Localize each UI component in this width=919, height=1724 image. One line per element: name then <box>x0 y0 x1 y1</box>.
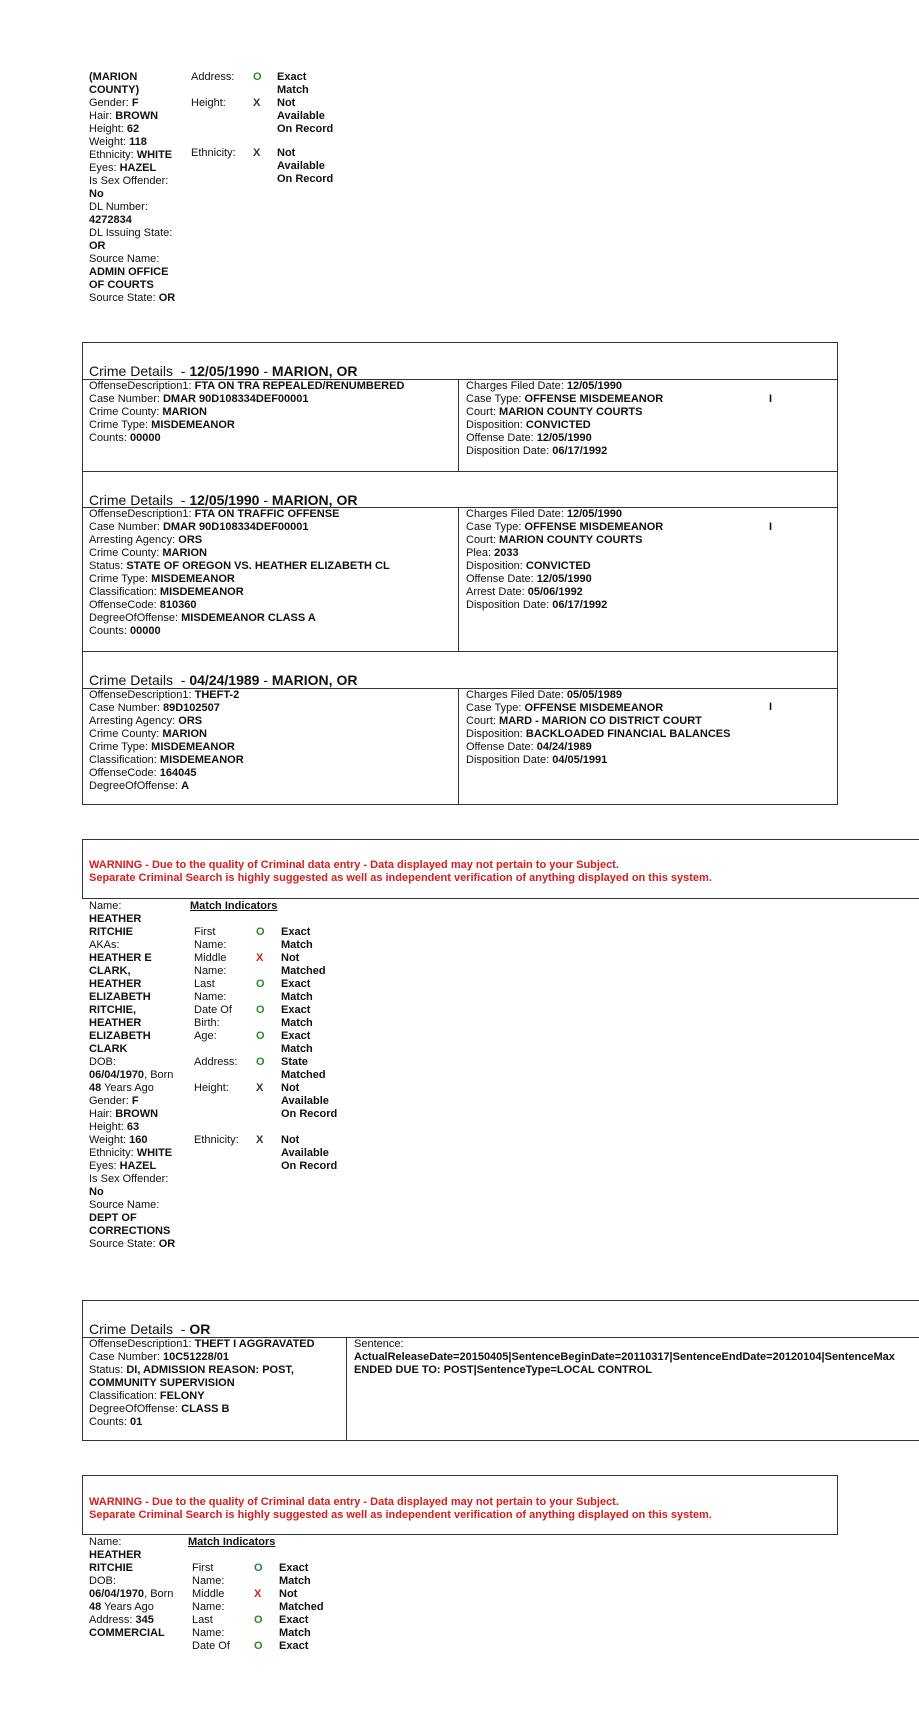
record-marker: I <box>769 393 773 405</box>
dob-row: 06/04/1970, Born 48 Years Ago <box>89 1588 174 1613</box>
sentence-line-2: ENDED DUE TO: POST|SentenceType=LOCAL CONTROL <box>354 1364 652 1376</box>
field-row: DegreeOfOffense: MISDEMEANOR CLASS A <box>89 612 316 624</box>
indicator-label: First Name: <box>192 1562 225 1587</box>
source-name-row: Source Name: DEPT OF CORRECTIONS <box>89 1199 171 1237</box>
field-row: Offense Date: 12/05/1990 <box>466 432 592 444</box>
indicator-value: Exact Match <box>279 1562 311 1587</box>
crime-left-column <box>89 689 244 793</box>
match-o-icon: O <box>254 1562 263 1574</box>
field-row: Disposition Date: 04/05/1991 <box>466 754 608 766</box>
crime-right-column <box>466 689 730 767</box>
dl-number-row: DL Number: 4272834 <box>89 201 148 226</box>
field-row: Plea: 2033 <box>466 547 519 559</box>
indicator-value: Exact Match <box>277 71 309 96</box>
hair-row: Hair: BROWN <box>89 110 159 122</box>
field-row: Case Type: OFFENSE MISDEMEANOR <box>466 702 664 714</box>
subject-akas: HEATHER E CLARK, HEATHER ELIZABETH RITCHIE, HEATHER ELIZABETH CLARK <box>89 952 152 1055</box>
ethnicity-row: Ethnicity: WHITE <box>89 1147 173 1159</box>
crime-right-column <box>466 380 663 458</box>
field-row: Court: MARD - MARION CO DISTRICT COURT <box>466 715 702 727</box>
field-row: Crime Type: MISDEMEANOR <box>89 573 235 585</box>
field-row: Case Number: 89D102507 <box>89 702 220 714</box>
akas-label: AKAs: <box>89 939 120 951</box>
address-row: Address: 345 COMMERCIAL <box>89 1614 165 1639</box>
match-o-icon: O <box>254 1614 263 1626</box>
dl-state-row: DL Issuing State: OR <box>89 227 173 252</box>
indicator-label: First Name: <box>194 926 227 951</box>
sentence-column <box>354 1338 919 1377</box>
crime-title: Crime Details - OR <box>89 1321 211 1337</box>
indicator-value: Not Matched <box>279 1588 324 1613</box>
indicator-label: Middle Name: <box>194 952 227 977</box>
field-row: Classification: FELONY <box>89 1390 205 1402</box>
warning-line-1: WARNING - Due to the quality of Criminal data entry - Data displayed may not pertain to your Subject. <box>89 859 619 871</box>
match-o-icon: O <box>256 926 265 938</box>
gender-row: Gender: F <box>89 97 139 109</box>
match-o-icon: O <box>253 71 262 83</box>
nomatch-x-icon: X <box>256 1082 264 1094</box>
height-row: Height: 62 <box>89 123 140 135</box>
field-row: Charges Filed Date: 12/05/1990 <box>466 508 622 520</box>
weight-row: Weight: 160 <box>89 1134 148 1146</box>
field-row: Classification: MISDEMEANOR <box>89 586 244 598</box>
field-row: Court: MARION COUNTY COURTS <box>466 406 643 418</box>
field-row: Arrest Date: 05/06/1992 <box>466 586 583 598</box>
sentence-label: Sentence: <box>354 1338 404 1350</box>
county-header: (MARION COUNTY) <box>89 71 140 96</box>
field-row: Crime County: MARION <box>89 547 207 559</box>
crime-title: Crime Details - 04/24/1989 - MARION, OR <box>89 672 358 688</box>
match-o-icon: O <box>256 978 265 990</box>
warning-line-1: WARNING - Due to the quality of Criminal data entry - Data displayed may not pertain to your Subject. <box>89 1496 619 1508</box>
field-row: Disposition: CONVICTED <box>466 560 591 572</box>
field-row: Counts: 00000 <box>89 432 161 444</box>
field-row: Case Type: OFFENSE MISDEMEANOR <box>466 393 664 405</box>
indicator-label: Ethnicity: <box>194 1134 239 1146</box>
subject-details <box>89 1536 177 1640</box>
field-row: Crime Type: MISDEMEANOR <box>89 419 235 431</box>
nomatch-x-icon: X <box>256 1134 264 1146</box>
record-marker: I <box>769 701 773 713</box>
sex-offender-row: Is Sex Offender: No <box>89 1173 169 1198</box>
field-row: OffenseDescription1: THEFT I AGGRAVATED <box>89 1338 315 1350</box>
ethnicity-row: Ethnicity: WHITE <box>89 149 173 161</box>
indicator-label: Date Of Birth: <box>194 1004 232 1029</box>
indicator-label: Last Name: <box>192 1614 225 1639</box>
match-o-icon: O <box>254 1640 263 1652</box>
nomatch-x-icon: X <box>253 147 261 159</box>
indicator-value: State Matched <box>281 1056 326 1081</box>
match-o-icon: O <box>256 1030 265 1042</box>
indicator-label: Ethnicity: <box>191 147 236 159</box>
field-row: OffenseCode: 164045 <box>89 767 197 779</box>
field-row: Offense Date: 04/24/1989 <box>466 741 592 753</box>
field-row: Counts: 00000 <box>89 625 161 637</box>
field-row: Counts: 01 <box>89 1416 143 1428</box>
field-row: Case Number: DMAR 90D108334DEF00001 <box>89 521 309 533</box>
match-o-icon: O <box>256 1004 265 1016</box>
match-o-icon: O <box>256 1056 265 1068</box>
indicator-label: Address: <box>194 1056 238 1068</box>
nomatch-x-icon: X <box>253 97 261 109</box>
crime-title: Crime Details - 12/05/1990 - MARION, OR <box>89 363 358 379</box>
field-row: Disposition Date: 06/17/1992 <box>466 599 608 611</box>
hair-row: Hair: BROWN <box>89 1108 159 1120</box>
field-row: Case Number: 10C51228/01 <box>89 1351 230 1363</box>
indicator-value: Exact Match <box>281 926 313 951</box>
field-row: Charges Filed Date: 05/05/1989 <box>466 689 622 701</box>
field-row: Crime Type: MISDEMEANOR <box>89 741 235 753</box>
indicator-label: Last Name: <box>194 978 227 1003</box>
field-row: Arresting Agency: ORS <box>89 534 203 546</box>
field-row: Arresting Agency: ORS <box>89 715 203 727</box>
column-divider <box>458 507 459 651</box>
match-indicators-header: Match Indicators <box>190 900 278 912</box>
crime-title: Crime Details - 12/05/1990 - MARION, OR <box>89 492 358 508</box>
dob-label: DOB: <box>89 1575 116 1587</box>
eyes-row: Eyes: HAZEL <box>89 162 157 174</box>
indicator-label: Date Of <box>192 1640 230 1652</box>
field-row: DegreeOfOffense: CLASS B <box>89 1403 230 1415</box>
warning-line-2: Separate Criminal Search is highly suggested as well as independent verification of anything displayed on this system. <box>89 872 712 884</box>
field-row: DegreeOfOffense: A <box>89 780 190 792</box>
field-row: OffenseDescription1: FTA ON TRA REPEALED/RENUMBERED <box>89 380 405 392</box>
crime-left-column <box>89 380 404 445</box>
source-state-row: Source State: OR <box>89 292 176 304</box>
indicator-value: Exact Match <box>279 1614 311 1639</box>
weight-row: Weight: 118 <box>89 136 147 148</box>
height-row: Height: 63 <box>89 1121 140 1133</box>
column-divider <box>458 688 459 805</box>
field-row: Disposition: CONVICTED <box>466 419 591 431</box>
field-row: OffenseDescription1: THEFT-2 <box>89 689 240 701</box>
field-row: Status: STATE OF OREGON VS. HEATHER ELIZABETH CL <box>89 560 390 572</box>
subject-name: HEATHER RITCHIE <box>89 913 142 938</box>
indicator-value: Exact <box>279 1640 309 1652</box>
sentence-line-1: ActualReleaseDate=20150405|SentenceBeginDate=20110317|SentenceEndDate=20120104|SentenceMax <box>354 1351 895 1363</box>
field-row: Crime County: MARION <box>89 728 207 740</box>
divider <box>82 651 838 652</box>
sex-offender-row: Is Sex Offender: No <box>89 175 169 200</box>
subject-details <box>89 900 179 1251</box>
crime-left-column <box>89 1338 339 1429</box>
field-row: Classification: MISDEMEANOR <box>89 754 244 766</box>
source-name-row: Source Name: ADMIN OFFICE OF COURTS <box>89 253 169 291</box>
field-row: Court: MARION COUNTY COURTS <box>466 534 643 546</box>
indicator-value: Exact Match <box>281 1030 313 1055</box>
field-row: Disposition: BACKLOADED FINANCIAL BALANCES <box>466 728 731 740</box>
indicator-label: Address: <box>191 71 235 83</box>
field-row: Case Number: DMAR 90D108334DEF00001 <box>89 393 309 405</box>
indicator-value: Not Available On Record <box>277 147 334 185</box>
name-label: Name: <box>89 1536 122 1548</box>
field-row: OffenseCode: 810360 <box>89 599 197 611</box>
indicator-label: Height: <box>191 97 226 109</box>
indicator-value: Not Available On Record <box>281 1134 338 1172</box>
field-row: Offense Date: 12/05/1990 <box>466 573 592 585</box>
indicator-value: Not Available On Record <box>277 97 334 135</box>
record-marker: I <box>769 521 773 533</box>
indicator-label: Middle Name: <box>192 1588 225 1613</box>
dob-row: 06/04/1970, Born 48 Years Ago <box>89 1069 174 1094</box>
indicator-label: Age: <box>194 1030 217 1042</box>
indicator-value: Exact Match <box>281 1004 313 1029</box>
field-row: Case Type: OFFENSE MISDEMEANOR <box>466 521 664 533</box>
column-divider <box>346 1337 347 1441</box>
nomatch-x-icon: X <box>256 952 264 964</box>
eyes-row: Eyes: HAZEL <box>89 1160 157 1172</box>
source-state-row: Source State: OR <box>89 1238 176 1250</box>
field-row: Status: DI, ADMISSION REASON: POST, COMMUNITY SUPERVISION <box>89 1364 294 1389</box>
field-row: Disposition Date: 06/17/1992 <box>466 445 608 457</box>
crime-left-column <box>89 508 390 638</box>
warning-line-2: Separate Criminal Search is highly suggested as well as independent verification of anything displayed on this system. <box>89 1509 712 1521</box>
field-row: Charges Filed Date: 12/05/1990 <box>466 380 622 392</box>
indicator-value: Not Available On Record <box>281 1082 338 1120</box>
divider <box>82 471 838 472</box>
name-label: Name: <box>89 900 122 912</box>
indicator-label: Height: <box>194 1082 229 1094</box>
match-indicators-header: Match Indicators <box>188 1536 276 1548</box>
gender-row: Gender: F <box>89 1095 139 1107</box>
column-divider <box>458 379 459 471</box>
subject-name: HEATHER RITCHIE <box>89 1549 142 1574</box>
field-row: OffenseDescription1: FTA ON TRAFFIC OFFENSE <box>89 508 340 520</box>
nomatch-x-icon: X <box>254 1588 262 1600</box>
indicator-value: Exact Match <box>281 978 313 1003</box>
crime-right-column <box>466 508 663 612</box>
indicator-value: Not Matched <box>281 952 326 977</box>
subject-details <box>89 71 185 305</box>
field-row: Crime County: MARION <box>89 406 207 418</box>
dob-label: DOB: <box>89 1056 116 1068</box>
